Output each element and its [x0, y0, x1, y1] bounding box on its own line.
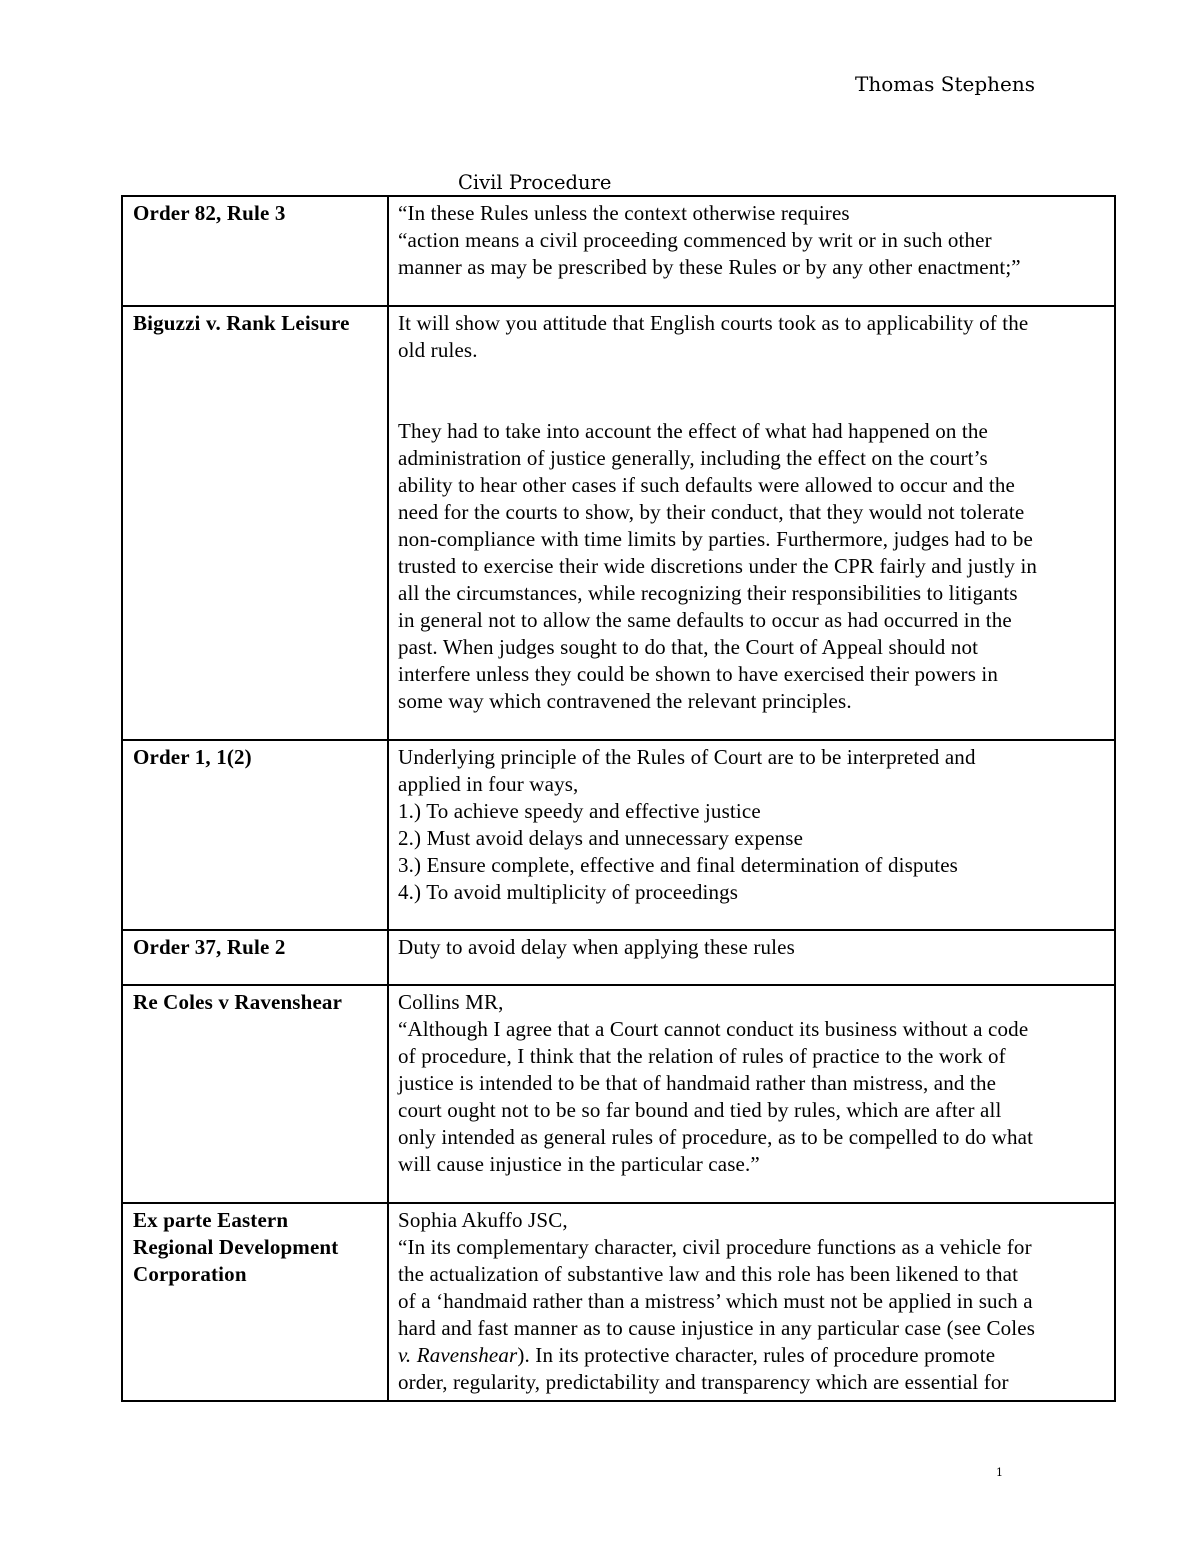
note-line: They had to take into account the effect of what had happened on the [398, 419, 989, 443]
document-title: Civil Procedure [458, 171, 612, 194]
note-line: “In its complementary character, civil procedure functions as a vehicle for [398, 1235, 1032, 1259]
case-name: Regional Development [133, 1235, 339, 1259]
note-line: of a ‘handmaid rather than a mistress’ which must not be applied in such a [398, 1289, 1033, 1313]
case-name: Ex parte Eastern [133, 1208, 289, 1232]
table-row [122, 740, 1115, 930]
case-name: Order 37, Rule 2 [133, 935, 286, 959]
table-row [122, 306, 1115, 740]
note-line: in general not to allow the same defaults to occur as had occurred in the [398, 608, 1012, 632]
note-line: the actualization of substantive law and this role has been likened to that [398, 1262, 1019, 1286]
note-line: administration of justice generally, including the effect on the court’s [398, 446, 988, 470]
note-line: non-compliance with time limits by parties. Furthermore, judges had to be [398, 527, 1033, 551]
note-line: past. When judges sought to do that, the Court of Appeal should not [398, 635, 979, 659]
note-line: “In these Rules unless the context otherwise requires [398, 201, 850, 225]
table-row [122, 985, 1115, 1203]
case-name: Order 82, Rule 3 [133, 201, 286, 225]
note-line: 2.) Must avoid delays and unnecessary expense [398, 826, 804, 850]
case-name-cell [122, 1203, 388, 1401]
note-line: justice is intended to be that of handmaid rather than mistress, and the [398, 1071, 997, 1095]
case-name-cell [122, 985, 388, 1203]
case-name-cell [122, 306, 388, 740]
note-line: applied in four ways, [398, 772, 579, 796]
note-line: hard and fast manner as to cause injustice in any particular case (see Coles [398, 1316, 1036, 1340]
note-line: will cause injustice in the particular case.” [398, 1152, 760, 1176]
case-name: Order 1, 1(2) [133, 745, 252, 769]
note-line: trusted to exercise their wide discretions under the CPR fairly and justly in [398, 554, 1038, 578]
note-line: only intended as general rules of procedure, as to be compelled to do what [398, 1125, 1034, 1149]
table-row [122, 1203, 1115, 1401]
case-note-cell [388, 196, 1115, 306]
note-line: “action means a civil proceeding commenced by writ or in such other [398, 228, 992, 252]
note-line: 1.) To achieve speedy and effective justice [398, 799, 761, 823]
table-row [122, 930, 1115, 985]
note-line: Collins MR, [398, 990, 504, 1014]
page-header-author: Thomas Stephens [855, 72, 1036, 96]
note-line: court ought not to be so far bound and tied by rules, which are after all [398, 1098, 1002, 1122]
case-name: Re Coles v Ravenshear [133, 990, 343, 1014]
note-line: need for the courts to show, by their conduct, that they would not tolerate [398, 500, 1025, 524]
italic-case-citation: v. Ravenshear [398, 1343, 518, 1367]
note-line: ability to hear other cases if such defaults were allowed to occur and the [398, 473, 1015, 497]
note-line: It will show you attitude that English courts took as to applicability of the [398, 311, 1029, 335]
case-name: Corporation [133, 1262, 247, 1286]
note-line: “Although I agree that a Court cannot conduct its business without a code [398, 1017, 1029, 1041]
case-notes-table [121, 195, 1116, 1402]
note-line: all the circumstances, while recognizing their responsibilities to litigants [398, 581, 1018, 605]
case-name-cell [122, 930, 388, 985]
note-text-run: ). In its protective character, rules of procedure promote [517, 1343, 996, 1367]
note-line: 4.) To avoid multiplicity of proceedings [398, 880, 739, 904]
case-name-cell [122, 196, 388, 306]
case-note-cell [388, 985, 1115, 1203]
note-line: of procedure, I think that the relation of rules of practice to the work of [398, 1044, 1006, 1068]
case-name: Biguzzi v. Rank Leisure [133, 311, 350, 335]
case-note-cell [388, 930, 1115, 985]
note-line: old rules. [398, 338, 478, 362]
note-line: order, regularity, predictability and transparency which are essential for [398, 1370, 1009, 1394]
page-number: 1 [996, 1466, 1003, 1479]
note-line: Sophia Akuffo JSC, [398, 1208, 568, 1232]
note-line: Underlying principle of the Rules of Court are to be interpreted and [398, 745, 976, 769]
note-line: 3.) Ensure complete, effective and final determination of disputes [398, 853, 958, 877]
case-note-cell [388, 306, 1115, 740]
note-line: interfere unless they could be shown to have exercised their powers in [398, 662, 999, 686]
paragraph-spacer [398, 364, 1105, 418]
case-note-cell [388, 1203, 1115, 1401]
table-row [122, 196, 1115, 306]
case-note-cell [388, 740, 1115, 930]
note-line-mixed [398, 1342, 1105, 1369]
note-line: Duty to avoid delay when applying these rules [398, 935, 795, 959]
case-name-cell [122, 740, 388, 930]
note-line: some way which contravened the relevant principles. [398, 689, 852, 713]
note-line: manner as may be prescribed by these Rules or by any other enactment;” [398, 255, 1021, 279]
